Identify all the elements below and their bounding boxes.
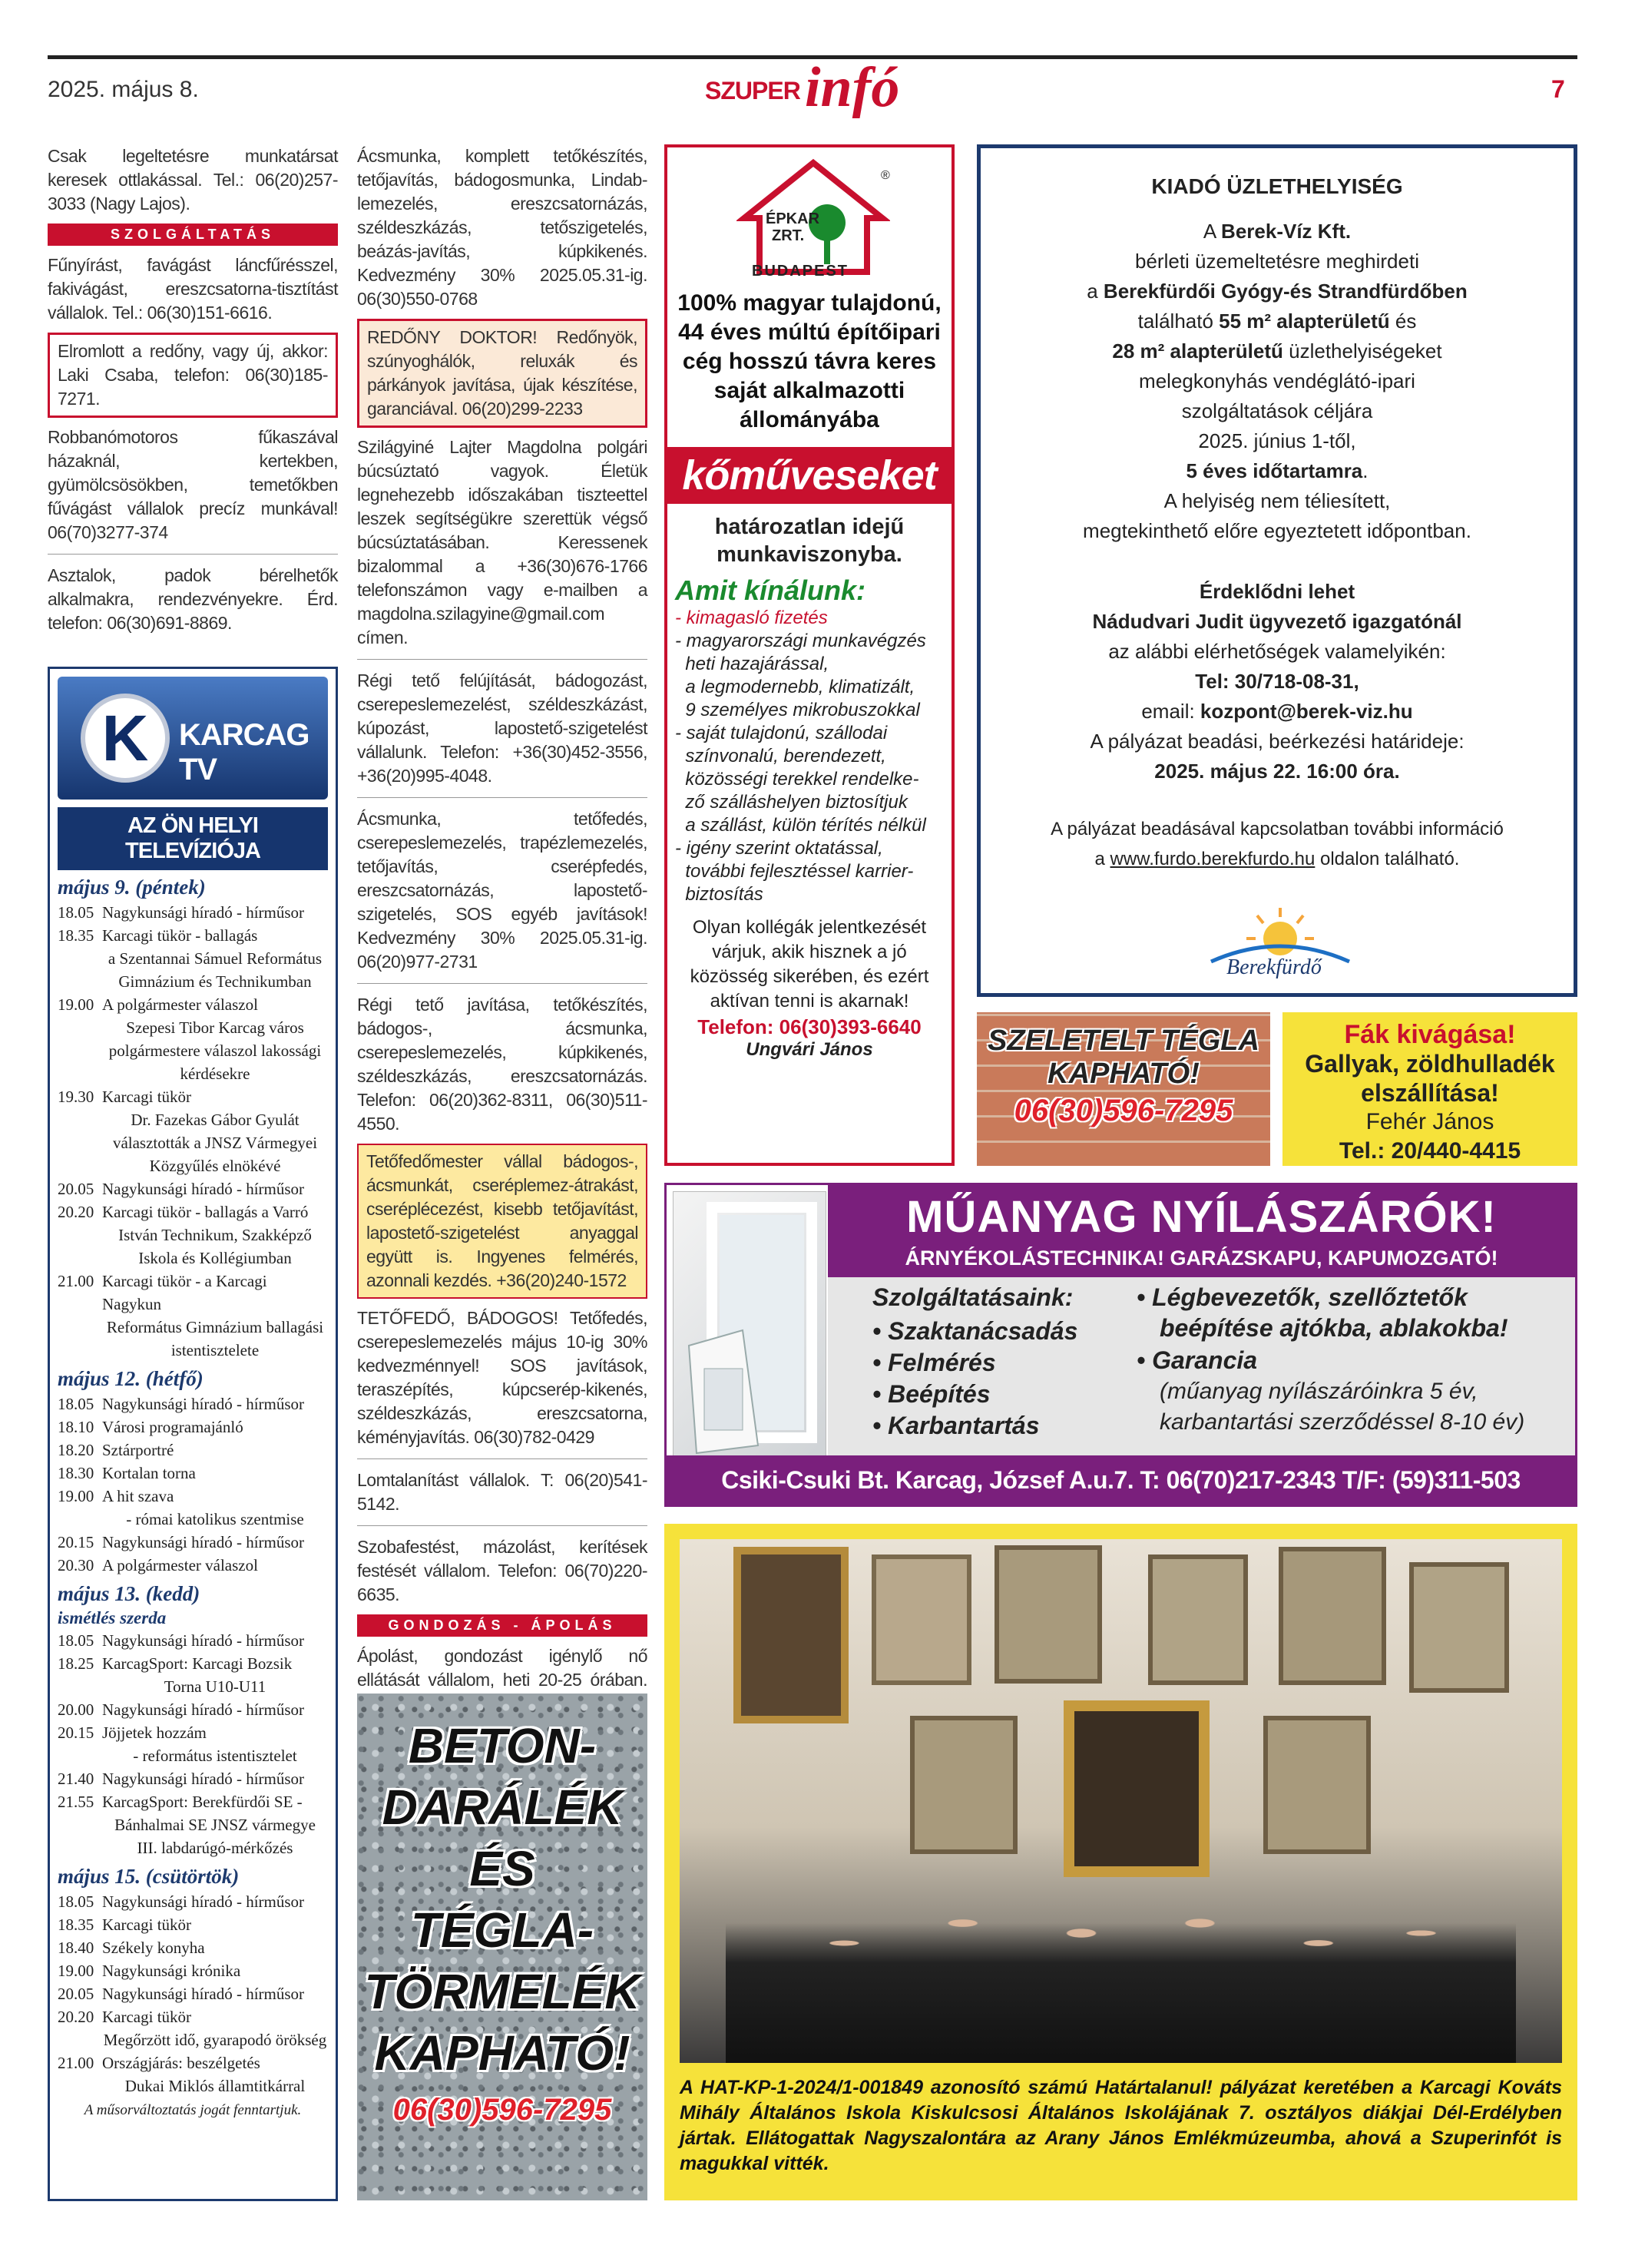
tv-program-title: Nagykunsági híradó - hírműsor: [102, 903, 305, 922]
tv-program-title: Karcagi tükör: [102, 1088, 192, 1106]
boxed-ad: [357, 319, 647, 428]
tv-program-row: [58, 1439, 328, 1462]
kiado-text: A: [1203, 220, 1222, 243]
tv-program-title: Karcagi tükör - a Karcagi Nagykun: [102, 1272, 267, 1313]
tv-program-row: [58, 1913, 328, 1936]
epkar-offer-item: további fejlesztéssel karrier-: [675, 861, 914, 882]
kiado-body-line: [996, 336, 1558, 366]
epkar-offer-list: [675, 607, 944, 906]
portrait-frame: [995, 1545, 1102, 1684]
epkar-closing-line: közösség sikerében, és ezért: [690, 966, 929, 987]
tv-program-detail: Közgyűlés elnökévé: [149, 1157, 281, 1175]
tv-program-time: 20.05: [58, 1180, 94, 1198]
muanyag-footer: Csiki-Csuki Bt. Karcag, József A.u.7. T: 06(70)217-2343 T/F: (59)311-503: [667, 1455, 1575, 1505]
tv-program-time: 20.20: [58, 2008, 94, 2026]
contact-title: Érdeklődni lehet: [1199, 580, 1355, 603]
tv-program-row: [58, 1936, 328, 1959]
category-header-care: GONDOZÁS - ÁPOLÁS: [357, 1614, 647, 1637]
info-link-line: [996, 844, 1558, 874]
beton-headline: [357, 1715, 647, 2084]
tv-program-row: [58, 1177, 328, 1200]
epkar-contract-line: munkaviszonyba.: [717, 542, 902, 567]
tv-program-title: Kortalan torna: [102, 1464, 196, 1482]
tv-program-time: 18.35: [58, 1915, 94, 1934]
tv-program-row: [58, 1462, 328, 1485]
tv-program-row: [58, 1652, 328, 1675]
tv-program-time: 20.20: [58, 1203, 94, 1221]
portrait-frame: [733, 1547, 849, 1723]
tv-program-time: 19.00: [58, 995, 94, 1014]
tv-program-detail: Gimnázium és Technikumban: [118, 972, 312, 991]
kiado-body-line: melegkonyhás vendéglátó-ipari: [1139, 369, 1415, 392]
contact-tel: Tel: 30/718-08-31,: [1195, 670, 1359, 693]
window-profile-icon: [673, 1192, 827, 1458]
epkar-offer-item: a szállást, külön térítés nélkül: [675, 815, 926, 836]
kiado-body-line: [996, 217, 1558, 247]
tegla-line1: SZELETELT TÉGLA: [988, 1025, 1259, 1057]
epkar-offer-title: Amit kínálunk:: [675, 574, 866, 606]
classified-ad: Régi tető javítása, tetőkészítés, bádogos-, ácsmunka, cserepeslemezelés, kúpkikenés, széldeszkázás, ereszcsatornázás. Telefon: 06(20)362-8311, 06(30)511-4550.: [357, 995, 647, 1134]
fak-line3: elszállítása!: [1361, 1079, 1499, 1107]
kiado-body-line: [996, 456, 1558, 486]
boxed-ad: [357, 1144, 647, 1299]
epkar-contract-line: határozatlan idejű: [714, 515, 905, 539]
tv-program-title: KarcagSport: Berekfürdői SE -: [102, 1793, 303, 1811]
karcag-tv-logo: [58, 677, 328, 800]
service-item: • Karbantartás: [872, 1412, 1040, 1439]
tv-program-time: 20.15: [58, 1723, 94, 1742]
kiado-text: található: [1137, 310, 1220, 333]
epkar-job-banner: kőműveseket: [667, 447, 952, 504]
tv-program-row: [58, 1721, 328, 1744]
tv-program-title: Nagykunsági híradó - hírműsor: [102, 1770, 305, 1788]
tv-program-title: Székely konyha: [102, 1939, 205, 1957]
service-right-1: • Légbevezetők, szellőztetők: [1137, 1283, 1468, 1311]
tv-program-time: 20.30: [58, 1556, 94, 1574]
tv-program-row: [58, 1629, 328, 1652]
karcag-tv-title: KARCAG TV: [179, 718, 309, 786]
kiado-body-line: A helyiség nem téliesített,: [1163, 489, 1391, 512]
kiado-body: [996, 217, 1558, 546]
classified-ad: Csak legeltetésre munkatársat keresek ottlakással. Tel.: 06(20)257-3033 (Nagy Lajos).: [48, 146, 338, 214]
tv-program-detail: Református Gimnázium ballagási: [106, 1318, 324, 1336]
portrait-frame: [910, 1716, 1018, 1854]
kiado-bold-text: Berek-Víz Kft.: [1221, 220, 1352, 243]
szeletelt-tegla-ad: [977, 1012, 1270, 1166]
photo-caption: A HAT-KP-1-2024/1-001849 azonosító számú Határtalanul! pályázat keretében a Karcagi Kováts Mihály Általános Iskola Kiskulcsosi Általános Iskolájának 7. osztályos diákjai Dél-Erdélyben jártak. Ellátogattak Nagyszalontára az Arany János Emlékmúzeumba, ahová a Szuperinfót is magukkal vitték.: [680, 2077, 1562, 2174]
classified-ad: Ácsmunka, tetőfedés, cserepeslemezelés, trapézlemezelés, tetőjavítás, cserépfedés, ereszcsatornázás, lapostető-szigetelés, SOS egyéb javítások! Kedvezmény 30% 2025.05.31-ig. 06(20)977-2731: [357, 809, 647, 972]
classified-ad: Elromlott a redőny, vagy új, akkor: Laki Csaba, telefon: 06(30)185-7271.: [58, 341, 328, 409]
tv-program-detail: polgármestere válaszol lakossági: [108, 1041, 322, 1060]
fak-name: Fehér János: [1365, 1109, 1494, 1134]
epkar-contact-name: Ungvári János: [746, 1039, 873, 1060]
tv-program-title: Országjárás: beszélgetés: [102, 2054, 260, 2072]
portrait-frame: [872, 1554, 971, 1685]
tv-day-note: ismétlés szerda: [58, 1608, 167, 1627]
tv-program-row: [58, 924, 328, 947]
tegla-line2: KAPHATÓ!: [1047, 1058, 1200, 1090]
tv-program-title: Nagykunsági híradó - hírműsor: [102, 1892, 305, 1911]
tv-program-row: [58, 1531, 328, 1554]
tv-program-detail: kérdésekre: [180, 1064, 250, 1083]
karcag-tv-schedule: [48, 667, 338, 2201]
epkar-closing-line: Olyan kollégák jelentkezését: [692, 917, 927, 938]
tv-program-detail: istentisztelete: [170, 1341, 260, 1359]
epkar-offer-item: - kimagasló fizetés: [675, 608, 828, 628]
contact-name: Nádudvari Judit ügyvezető igazgatónál: [1092, 610, 1462, 633]
portrait-frame: [1064, 1700, 1210, 1877]
info-prefix: a: [1094, 849, 1110, 869]
tv-program-time: 20.15: [58, 1533, 94, 1551]
epkar-offer-item: 9 személyes mikrobuszokkal: [675, 700, 920, 720]
contact-email-line: [996, 697, 1558, 727]
tv-program-time: 18.05: [58, 1395, 94, 1413]
portrait-frame: [1263, 1716, 1371, 1854]
kiado-text: a: [1087, 280, 1104, 303]
kiado-title: KIADÓ ÜZLETHELYISÉG: [1151, 174, 1403, 198]
classified-ad: Lomtalanítást vállalok. T: 06(20)541-5142.: [357, 1470, 647, 1514]
tv-program-detail: választották a JNSZ Vármegyei: [112, 1134, 318, 1152]
tv-program-title: Nagykunsági híradó - hírműsor: [102, 1700, 305, 1719]
email-prefix: email:: [1141, 700, 1200, 723]
museum-group-photo: [680, 1539, 1562, 2063]
registered-mark: ®: [881, 169, 890, 182]
publication-logo: [705, 56, 928, 121]
tv-program-detail: Szepesi Tibor Karcag város: [126, 1018, 304, 1037]
service-item: • Beépítés: [872, 1380, 991, 1408]
classified-ad: Fűnyírást, favágást láncfűrésszel, fakivágást, ereszcsatorna-tisztítást vállalok. Tel.: 06(30)151-6616.: [48, 255, 338, 323]
tv-program-title: Nagykunsági híradó - hírműsor: [102, 1533, 305, 1551]
tv-program-time: 18.05: [58, 1631, 94, 1650]
epkar-offer-item: ző szálláshelyen biztosítjuk: [675, 792, 908, 813]
kiado-body-line: szolgáltatások céljára: [1181, 399, 1373, 422]
service-right-3: • Garancia: [1137, 1346, 1258, 1374]
tegla-phone: 06(30)596-7295: [1014, 1094, 1233, 1127]
tv-program-row: [58, 1554, 328, 1577]
service-item: • Szaktanácsadás: [872, 1317, 1078, 1345]
service-right-5: karbantartási szerződéssel 8-10 év): [1160, 1409, 1525, 1435]
muanyag-title-bar: [828, 1185, 1575, 1277]
contact-line: az alábbi elérhetőségek valamelyikén:: [1108, 640, 1446, 663]
classified-ad: Szilágyiné Lajter Magdolna polgári búcsúztató vagyok. Életük legnehezebb időszakában tiszteettel leszek segítségükre szerettük végső búcsúztatásában. Keressenek bizalommal a +36(30)676-1766 telefonszámon vagy e-mailben a magdolna.szilagyine@gmail.com címen.: [357, 437, 647, 647]
tv-program-row: [58, 1200, 328, 1223]
logo-small-text: SZUPER: [705, 77, 800, 104]
epkar-offer-item: színvonalú, berendezett,: [675, 746, 886, 766]
kiado-body-line: bérleti üzemeltetésre meghirdeti: [1135, 250, 1419, 273]
classified-ad: Robbanómotoros fűkaszával házaknál, kertekben, gyümölcsösökben, temetőkben fűvágást vállalok precíz munkával! 06(70)3277-374: [48, 427, 338, 542]
muanyag-subtitle: ÁRNYÉKOLÁSTECHNIKA! GARÁZSKAPU, KAPUMOZGATÓ!: [905, 1247, 1498, 1270]
tv-program-detail: a Szentannai Sámuel Református: [108, 949, 323, 968]
epkar-offer-item: heti hazajárással,: [675, 654, 829, 674]
epkar-logo-line2: ZRT.: [772, 227, 805, 244]
issue-date: 2025. május 8.: [48, 77, 199, 102]
beton-headline-line: TÖRMELÉK: [364, 1964, 640, 2019]
info-line: A pályázat beadásával kapcsolatban további információ: [1051, 819, 1504, 839]
fak-line1: Fák kivágása!: [1344, 1020, 1516, 1049]
beton-headline-line: TÉGLA-: [410, 1902, 594, 1958]
tv-program-time: 19.00: [58, 1962, 94, 1980]
epkar-offer-item: a legmodernebb, klimatizált,: [675, 677, 915, 697]
epkar-logo: [675, 154, 944, 284]
tv-program-time: 18.30: [58, 1464, 94, 1482]
beton-headline-line: BETON-: [408, 1718, 597, 1773]
kiado-bold-text: 28 m² alapterületű: [1112, 339, 1283, 363]
service-right-4: (műanyag nyílászáróinkra 5 év,: [1160, 1379, 1478, 1404]
kiado-body-line: 2025. június 1-től,: [1198, 429, 1356, 452]
classifieds-column-1: [48, 144, 338, 635]
kiado-bold-text: 5 éves időtartamra: [1186, 459, 1363, 482]
beton-phone: 06(30)596-7295: [392, 2093, 612, 2127]
beton-headline-line: DARÁLÉK: [382, 1780, 623, 1835]
classified-ad: Tetőfedőmester vállal bádogos-, ácsmunkát, cseréplemez-átrakást, cseréplécezést, kisebb tetőjavítást, lapostető-szigetelést anyaggal együtt is. Ingyenes felmérés, azonnali kezdés. +36(20)240-1572: [366, 1151, 638, 1290]
tv-program-title: Karcagi tükör - ballagás a Varró: [102, 1203, 309, 1221]
epkar-closing-line: várjuk, akik hisznek a jó: [712, 942, 907, 962]
tv-program-title: KarcagSport: Karcagi Bozsik: [102, 1654, 293, 1673]
tv-slogan: AZ ÖN HELYI TELEVÍZIÓJA: [58, 807, 328, 870]
tv-program-detail: István Technikum, Szakképző: [118, 1226, 312, 1244]
tv-program-row: [58, 993, 328, 1016]
tv-program-detail: Bánhalmai SE JNSZ vármegye: [114, 1816, 316, 1834]
tv-program-time: 18.25: [58, 1654, 94, 1673]
berekfurdo-logo-text: Berekfürdő: [1226, 955, 1322, 979]
services-title: Szolgáltatásaink:: [872, 1283, 1074, 1311]
tv-day-heading: május 15. (csütörtök): [58, 1865, 240, 1888]
tv-program-time: 18.10: [58, 1418, 94, 1436]
tv-program-row: [58, 1698, 328, 1721]
tv-program-title: Nagykunsági híradó - hírműsor: [102, 1985, 305, 2003]
epkar-offer-item: biztosítás: [675, 884, 763, 905]
services-list: [872, 1316, 1077, 1442]
tv-program-row: [58, 1959, 328, 1982]
tv-program-row: [58, 2005, 328, 2028]
classified-ad: Asztalok, padok bérelhetők alkalmakra, rendezvényekre. Érd. telefon: 06(30)691-8869.: [48, 565, 338, 633]
classified-ad: TETŐFEDŐ, BÁDOGOS! Tetőfedés, cserepeslemezelés május 10-ig 30% kedvezménnyel! SOS javítások, teraszépítés, kúpcserép-kikenés, széldeszkázás, ereszcsatorna, kéményjavítás. 06(30)782-0429: [357, 1308, 647, 1447]
tv-program-title: A hit szava: [102, 1487, 174, 1505]
tv-program-time: 18.40: [58, 1939, 94, 1957]
epkar-headline-line: 100% magyar tulajdonú,: [677, 290, 942, 316]
contact-email[interactable]: kozpont@berek-viz.hu: [1200, 700, 1413, 723]
beton-ad: [357, 1694, 647, 2200]
category-header-services: SZOLGÁLTATÁS: [48, 223, 338, 246]
tv-program-time: 18.35: [58, 926, 94, 945]
kiado-text: üzlethelyiségeket: [1282, 339, 1442, 363]
muanyag-title: MŰANYAG NYÍLÁSZÁRÓK!: [906, 1192, 1497, 1242]
tv-program-detail: Dukai Miklós államtitkárral: [124, 2077, 306, 2095]
tv-program-time: 19.30: [58, 1088, 94, 1106]
classified-ad: REDŐNY DOKTOR! Redőnyök, szúnyoghálók, reluxák és párkányok javítása, újak készítése, garanciával. 06(20)299-2233: [367, 327, 637, 419]
epkar-closing-line: aktívan tenni is akarnak!: [710, 991, 909, 1011]
tv-program-title: Karcagi tükör: [102, 2008, 192, 2026]
epkar-phone: Telefon: 06(30)393-6640: [697, 1015, 922, 1038]
tv-day-heading: május 12. (hétfő): [58, 1367, 204, 1390]
tv-program-time: 21.40: [58, 1770, 94, 1788]
tv-program-detail: Megőrzött idő, gyarapodó örökség: [103, 2031, 327, 2049]
epkar-headline-line: állományába: [740, 407, 879, 432]
epkar-headline-line: saját alkalmazotti: [713, 378, 905, 403]
tv-program-time: 20.05: [58, 1985, 94, 2003]
tv-day-heading: május 13. (kedd): [58, 1582, 200, 1605]
tv-program-time: 20.00: [58, 1700, 94, 1719]
fak-kivagasa-ad: [1282, 1012, 1577, 1166]
fak-line2: Gallyak, zöldhulladék: [1305, 1050, 1555, 1078]
tv-day-heading: május 9. (péntek): [58, 876, 206, 899]
website-link[interactable]: www.furdo.berekfurdo.hu: [1110, 849, 1316, 869]
epkar-offer-item: - magyarországi munkavégzés: [675, 631, 926, 651]
k-logo-icon: [81, 694, 170, 783]
kiado-body-line: megtekinthető előre egyeztetett időpontban.: [1083, 519, 1471, 542]
kiado-text: .: [1362, 459, 1369, 482]
tv-program-time: 18.05: [58, 1892, 94, 1911]
portrait-frame: [1279, 1547, 1386, 1685]
tv-program-time: 18.20: [58, 1441, 94, 1459]
tv-program-row: [58, 901, 328, 924]
tv-program-row: [58, 1392, 328, 1415]
tv-program-title: Nagykunsági híradó - hírműsor: [102, 1631, 305, 1650]
epkar-headline-line: cég hosszú távra keres: [682, 349, 937, 374]
epkar-contract-type: [675, 513, 944, 568]
tv-program-row: [58, 1767, 328, 1790]
tv-program-title: Nagykunsági híradó - hírműsor: [102, 1395, 305, 1413]
tv-program-detail: III. labdarúgó-mérkőzés: [137, 1839, 293, 1857]
berekfurdo-logo: [996, 885, 1558, 992]
tv-program-row: [58, 1085, 328, 1108]
epkar-logo-line1: ÉPKAR: [766, 210, 820, 227]
tv-program-time: 21.00: [58, 1272, 94, 1290]
tv-program-time: 19.00: [58, 1487, 94, 1505]
epkar-headline: [675, 289, 944, 435]
tv-program-time: 21.00: [58, 2054, 94, 2072]
photo-news-box: [664, 1524, 1577, 2200]
tv-program-title: Karcagi tükör - ballagás: [102, 926, 258, 945]
tv-program-title: Nagykunsági híradó - hírműsor: [102, 1180, 305, 1198]
epkar-logo-line3: BUDAPEST: [752, 263, 849, 280]
tv-program-detail: - református istentisztelet: [133, 1747, 297, 1765]
epkar-job-ad: [664, 144, 955, 1166]
classified-ad: Ácsmunka, komplett tetőkészítés, tetőjavítás, bádogosmunka, Lindab-lemezelés, ereszcsatornázás, széldeszkázás, tetőszigetelés, beázás-javítás, kúpkikenés. Kedvezmény 30% 2025.05.31-ig. 06(30)550-0768: [357, 146, 647, 309]
tv-program-title: A polgármester válaszol: [102, 995, 258, 1014]
tv-program-list: [58, 873, 328, 2097]
tv-program-title: Nagykunsági krónika: [102, 1962, 241, 1980]
boxed-ad: [48, 333, 338, 418]
tv-program-row: [58, 1270, 328, 1316]
tv-program-detail: Torna U10-U11: [164, 1677, 266, 1696]
kiado-bold-text: 55 m² alapterületű: [1219, 310, 1390, 333]
tv-program-title: Sztárportré: [102, 1441, 174, 1459]
kiado-uzlethelyiseg-ad: [977, 144, 1577, 997]
deadline-line: A pályázat beadási, beérkezési határideje:: [1090, 730, 1464, 753]
tv-program-title: Karcagi tükör: [102, 1915, 192, 1934]
k-logo-letter: K: [101, 701, 149, 774]
classified-ad: Ápolást, gondozást igénylő nő ellátását vállalom, heti 20-25 órában.: [357, 1646, 647, 1690]
tv-program-detail: Iskola és Kollégiumban: [138, 1249, 292, 1267]
tv-program-detail: - római katolikus szentmise: [126, 1510, 304, 1528]
tv-footer-note: A műsorváltoztatás jogát fenntartjuk.: [84, 2102, 302, 2118]
window-profile-illustration: [673, 1191, 826, 1457]
tv-program-row: [58, 2051, 328, 2074]
logo-big-text: infó: [805, 56, 900, 119]
fak-tel: Tel.: 20/440-4415: [1339, 1138, 1521, 1164]
muanyag-nyilaszarok-ad: [664, 1183, 1577, 1507]
deadline: 2025. május 22. 16:00 óra.: [1154, 760, 1400, 783]
beton-headline-line: ÉS: [469, 1841, 535, 1896]
tv-program-title: Városi programajánló: [102, 1418, 243, 1436]
tv-program-title: A polgármester válaszol: [102, 1556, 258, 1574]
tv-program-detail: Dr. Fazekas Gábor Gyulát: [131, 1111, 300, 1129]
epkar-closing: [675, 915, 944, 1014]
tv-program-row: [58, 1415, 328, 1439]
tv-program-time: 18.05: [58, 903, 94, 922]
epkar-offer-item: - igény szerint oktatással,: [675, 838, 883, 859]
classified-ad: Régi tető felújítását, bádogozást, cserepeslemezelést, széldeszkázást, kúpozást, lapostető-szigetelést vállalunk. Telefon: +36(30)452-3556, +36(20)995-4048.: [357, 670, 647, 786]
page-number: 7: [1551, 75, 1565, 103]
tv-program-title: Jöjjetek hozzám: [102, 1723, 207, 1742]
service-right-2: beépítése ajtókba, ablakokba!: [1160, 1314, 1508, 1342]
kiado-body-line: [996, 306, 1558, 336]
tv-program-row: [58, 1485, 328, 1508]
tv-program-row: [58, 1890, 328, 1913]
epkar-headline-line: 44 éves múltú építőipari: [678, 320, 941, 345]
portrait-frame: [1148, 1554, 1248, 1685]
tv-program-row: [58, 1982, 328, 2005]
epkar-offer-item: - saját tulajdonú, szállodai: [675, 723, 888, 743]
kiado-text: és: [1389, 310, 1417, 333]
beton-headline-line: KAPHATÓ!: [374, 2025, 630, 2081]
info-suffix: oldalon található.: [1315, 849, 1460, 869]
portrait-frame: [1409, 1562, 1509, 1693]
classified-ad: Szobafestést, mázolást, kerítések festését vállalom. Telefon: 06(70)220-6635.: [357, 1537, 647, 1604]
kiado-body-line: [996, 276, 1558, 306]
classifieds-column-2: [357, 144, 647, 1716]
student-group: [726, 1863, 1516, 2063]
service-item: • Felmérés: [872, 1349, 996, 1376]
epkar-offer-item: közösségi terekkel rendelke-: [675, 769, 919, 790]
tv-program-time: 21.55: [58, 1793, 94, 1811]
tv-program-row: [58, 1790, 328, 1813]
kiado-bold-text: Berekfürdői Gyógy-és Strandfürdőben: [1103, 280, 1468, 303]
